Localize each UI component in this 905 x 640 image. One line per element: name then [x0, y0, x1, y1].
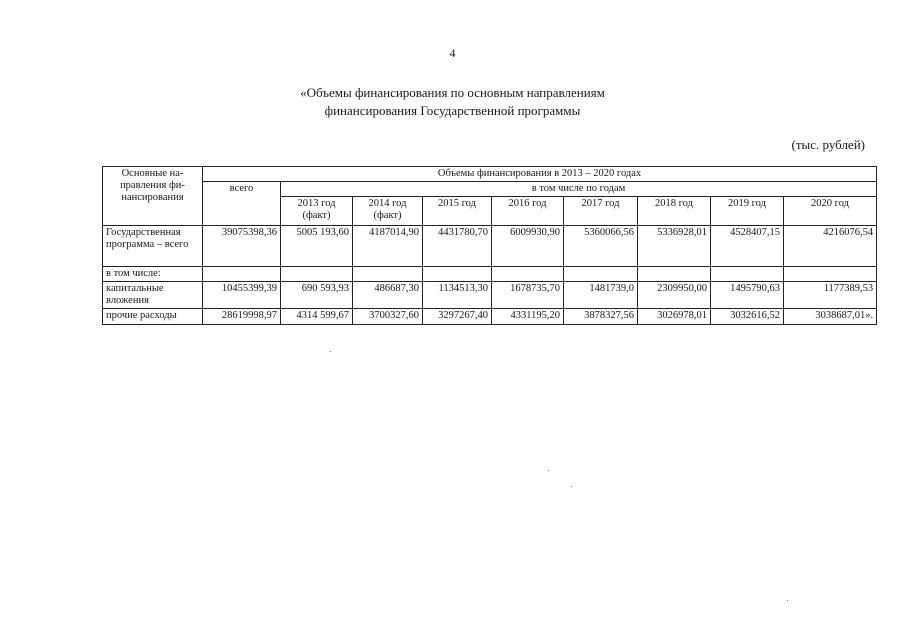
year-note: (факт) [373, 210, 402, 221]
header-year-2013 [281, 197, 353, 226]
cell-2014: 4187014,90 [353, 226, 423, 267]
empty-cell [203, 267, 281, 282]
title-line-1: «Объемы финансирования по основным направлениям [300, 85, 605, 100]
row-label: прочие расходы [103, 309, 203, 325]
year-label: 2018 год [655, 198, 693, 209]
year-label: 2016 год [508, 198, 547, 209]
scan-speck [330, 351, 331, 352]
header-year-2020 [784, 197, 877, 226]
empty-cell [492, 267, 564, 282]
scan-speck [548, 470, 549, 471]
empty-cell [564, 267, 638, 282]
header-year-2014 [353, 197, 423, 226]
cell-total: 28619998,97 [203, 309, 281, 325]
cell-2016: 1678735,70 [492, 282, 564, 309]
row-label: капитальные вложения [103, 282, 203, 309]
scan-speck [787, 600, 788, 601]
header-year-2018 [638, 197, 711, 226]
cell-2018: 5336928,01 [638, 226, 711, 267]
header-year-2016 [492, 197, 564, 226]
cell-2017: 5360066,56 [564, 226, 638, 267]
cell-2019: 1495790,63 [711, 282, 784, 309]
cell-2015: 4431780,70 [423, 226, 492, 267]
page-number: 4 [449, 46, 456, 60]
year-label: 2013 год [297, 198, 336, 209]
cell-2014: 486687,30 [353, 282, 423, 309]
header-row-2 [103, 182, 877, 197]
row-label: Государственная программа – всего [103, 226, 203, 267]
empty-cell [281, 267, 353, 282]
cell-2013: 690 593,93 [281, 282, 353, 309]
header-direction: Основные на-правления фи-нансирования [103, 167, 203, 226]
cell-2019: 3032616,52 [711, 309, 784, 325]
title-line-2: финансирования Государственной программы [324, 103, 581, 118]
units-label: (тыс. рублей) [791, 137, 865, 152]
cell-2015: 1134513,30 [423, 282, 492, 309]
empty-cell [784, 267, 877, 282]
cell-2015: 3297267,40 [423, 309, 492, 325]
cell-2013: 5005 193,60 [281, 226, 353, 267]
year-label: 2017 год [581, 198, 620, 209]
header-year-2015 [423, 197, 492, 226]
year-note: (факт) [302, 210, 331, 221]
cell-2018: 3026978,01 [638, 309, 711, 325]
header-by-year: в том числе по годам [281, 182, 877, 197]
cell-2016: 6009930,90 [492, 226, 564, 267]
table-row-capital-investments [103, 282, 877, 309]
empty-cell [711, 267, 784, 282]
cell-2020: 1177389,53 [784, 282, 877, 309]
header-year-2019 [711, 197, 784, 226]
header-volumes: Объемы финансирования в 2013 – 2020 годах [203, 167, 877, 182]
cell-total: 10455399,39 [203, 282, 281, 309]
cell-total: 39075398,36 [203, 226, 281, 267]
cell-2018: 2309950,00 [638, 282, 711, 309]
year-label: 2014 год [368, 198, 407, 209]
row-label: в том числе: [103, 267, 203, 282]
year-label: 2019 год [728, 198, 766, 209]
scan-speck [571, 486, 572, 487]
document-title [0, 84, 905, 120]
cell-2014: 3700327,60 [353, 309, 423, 325]
year-label: 2020 год [811, 198, 850, 209]
header-year-2017 [564, 197, 638, 226]
header-total: всего [203, 182, 281, 226]
empty-cell [353, 267, 423, 282]
empty-cell [423, 267, 492, 282]
financing-table [102, 166, 877, 325]
cell-2017: 1481739,0 [564, 282, 638, 309]
table-row-program-total [103, 226, 877, 267]
header-row-1 [103, 167, 877, 182]
empty-cell [638, 267, 711, 282]
cell-2016: 4331195,20 [492, 309, 564, 325]
cell-2017: 3878327,56 [564, 309, 638, 325]
cell-2020: 3038687,01». [784, 309, 877, 325]
cell-2013: 4314 599,67 [281, 309, 353, 325]
cell-2020: 4216076,54 [784, 226, 877, 267]
table-row-including [103, 267, 877, 282]
year-label: 2015 год [438, 198, 476, 209]
cell-2019: 4528407,15 [711, 226, 784, 267]
table-row-other-expenses [103, 309, 877, 325]
